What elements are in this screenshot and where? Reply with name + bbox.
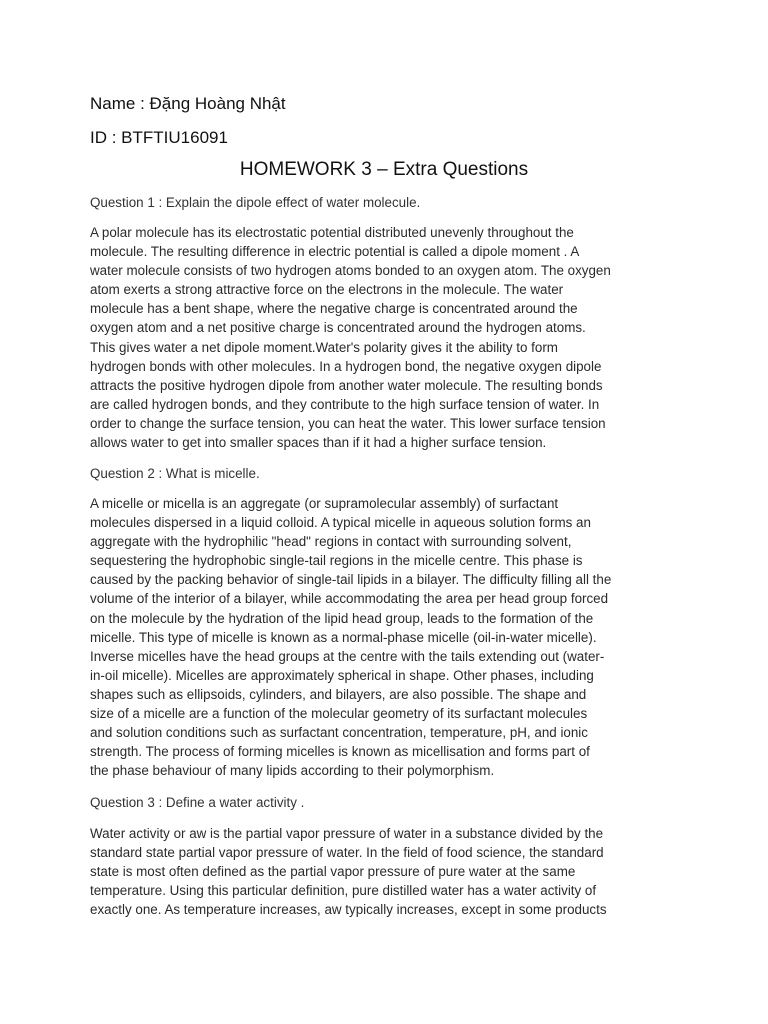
answer-line: order to change the surface tension, you can heat the water. This lower surface tension xyxy=(90,415,606,431)
question-3: Question 3 : Define a water activity . xyxy=(90,795,305,810)
question-2: Question 2 : What is micelle. xyxy=(90,466,260,481)
answer-line: Inverse micelles have the head groups at the centre with the tails extending out (water- xyxy=(90,648,605,664)
answer-line: attracts the positive hydrogen dipole from another water molecule. The resulting bonds xyxy=(90,377,603,393)
answer-line: are called hydrogen bonds, and they contribute to the high surface tension of water. In xyxy=(90,396,600,412)
answer-1 xyxy=(90,223,690,452)
answer-line: shapes such as ellipsoids, cylinders, and bilayers, are also possible. The shape and xyxy=(90,686,587,702)
answer-line: A polar molecule has its electrostatic potential distributed unevenly throughout the xyxy=(90,225,574,240)
answer-line: temperature. Using this particular definition, pure distilled water has a water activity of xyxy=(90,883,597,899)
answer-line: size of a micelle are a function of the molecular geometry of its surfactant molecules xyxy=(90,706,588,722)
document-title: HOMEWORK 3 – Extra Questions xyxy=(239,159,529,180)
student-id: ID : BTFTIU16091 xyxy=(90,128,228,147)
student-name: Name : Đặng Hoàng Nhật xyxy=(90,94,286,113)
answer-line: molecule. The resulting difference in electric potential is called a dipole moment . A xyxy=(90,244,580,260)
question-1: Question 1 : Explain the dipole effect of water molecule. xyxy=(90,195,421,210)
answer-line: volume of the interior of a bilayer, while accommodating the area per head group forced xyxy=(90,591,609,607)
answer-line: oxygen atom and a net positive charge is concentrated around the hydrogen atoms. xyxy=(90,320,586,336)
answer-line: micelle. This type of micelle is known as a normal-phase micelle (oil-in-water micelle). xyxy=(90,629,597,645)
answer-line: the phase behaviour of many lipids according to their polymorphism. xyxy=(90,763,495,779)
answer-line: hydrogen bonds with other molecules. In a hydrogen bond, the negative oxygen dipole xyxy=(90,358,602,374)
answer-line: caused by the packing behavior of single-tail lipids in a bilayer. The difficulty filling all the xyxy=(90,572,612,588)
answer-line: standard state partial vapor pressure of water. In the field of food science, the standard xyxy=(90,845,604,861)
answer-line: in-oil micelle). Micelles are approximately spherical in shape. Other phases, including xyxy=(90,667,594,683)
answer-line: This gives water a net dipole moment.Water's polarity gives it the ability to form xyxy=(90,339,558,355)
answer-line: exactly one. As temperature increases, aw typically increases, except in some products xyxy=(90,902,607,918)
answer-line: allows water to get into smaller spaces than if it had a higher surface tension. xyxy=(90,435,547,451)
answer-line: molecules dispersed in a liquid colloid. A typical micelle in aqueous solution forms an xyxy=(90,515,591,531)
answer-line: A micelle or micella is an aggregate (or supramolecular assembly) of surfactant xyxy=(90,496,559,511)
answer-2 xyxy=(90,494,690,780)
answer-line: state is most often defined as the partial vapor pressure of pure water at the same xyxy=(90,864,576,880)
answer-line: strength. The process of forming micelles is known as micellisation and forms part of xyxy=(90,744,590,760)
answer-line: and solution conditions such as surfactant concentration, temperature, pH, and ionic xyxy=(90,725,588,741)
answer-line: molecule has a bent shape, where the negative charge is concentrated around the xyxy=(90,301,578,317)
answer-3 xyxy=(90,824,690,919)
answer-line: sequestering the hydrophobic single-tail regions in the micelle centre. This phase is xyxy=(90,553,583,569)
answer-line: on the molecule by the hydration of the lipid head group, leads to the formation of the xyxy=(90,610,594,626)
answer-line: water molecule consists of two hydrogen atoms bonded to an oxygen atom. The oxygen xyxy=(90,263,611,279)
answer-line: aggregate with the hydrophilic "head" regions in contact with surrounding solvent, xyxy=(90,534,572,550)
answer-line: atom exerts a strong attractive force on the electrons in the molecule. The water xyxy=(90,282,564,298)
answer-line: Water activity or aw is the partial vapor pressure of water in a substance divided by the xyxy=(90,826,604,841)
